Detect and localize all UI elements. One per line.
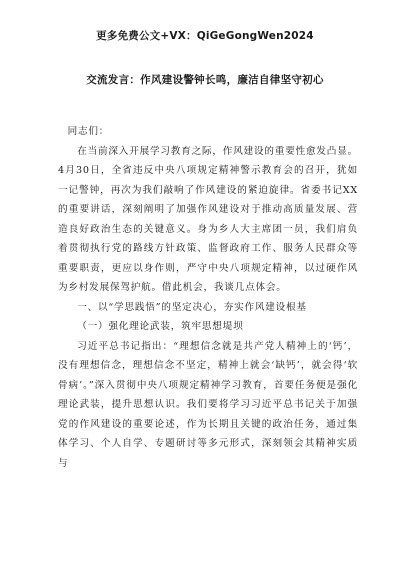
document-body [58,122,358,473]
subsection-heading: （一）强化理论武装，筑牢思想堤坝 [77,321,244,332]
salutation: 同志们： [67,126,110,137]
page-header: 更多免费公文+VX：QiGeGongWen2024 [96,30,314,42]
document-title: 交流发言：作风建设警钟长鸣，廉洁自律坚守初心 [86,74,324,86]
paragraph-intro: 在当前深入开展学习教育之际，作风建设的重要性愈发凸显。4月30日，全省违反中央八项规定精神警示教育会的召开，犹如一记警钟，再次为我们敲响了作风建设的紧迫旋律。省委书记XX的重要讲话，深刻阐明了加强作风建设对于推动高质量发展、营造良好政治生态的关键意义。身为乡人大主席团一员，我们肩负着贯彻执行党的路线方针政策、监督政府工作、服务人民群众等重要职责，更应以身作则，严守中央八项规定精神，以过硬作风为乡村发展保驾护航。借此机会，我谈几点体会。 [58,145,358,293]
section-heading: 一、以“学思践悟”的坚定决心，夯实作风建设根基 [77,301,307,313]
paragraph-theory: 习近平总书记指出：“理想信念就是共产党人精神上的‘钙’，没有理想信念，理想信念不坚定，精神上就会‘缺钙’，就会得‘软骨病’。”深入贯彻中央八项规定精神学习教育，首要任务便是强化理论武装，提升思想认识。我们要将学习习近平总书记关于加强党的作风建设的重要论述，作为长期且关键的政治任务，通过集体学习、个人自学、专题研讨等多元形式，深刻领会其精神实质与 [58,340,358,469]
